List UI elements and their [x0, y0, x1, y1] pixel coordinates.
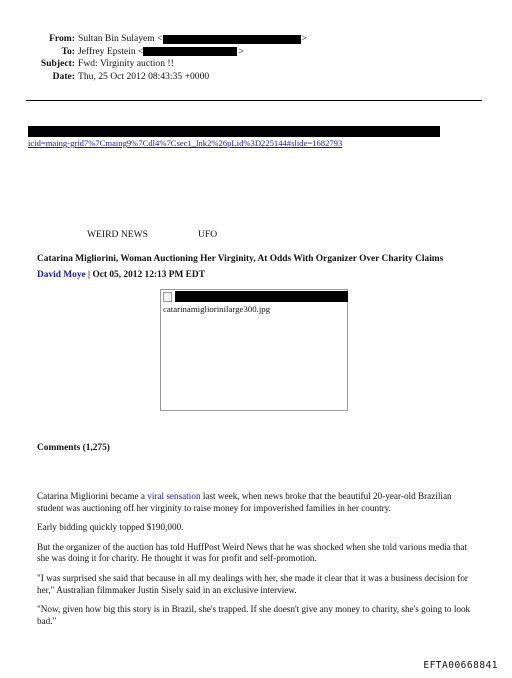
paragraph-1 [37, 491, 477, 514]
article-headline: Catarina Migliorini, Woman Auctioning Her Virginity, At Odds With Organizer Over Charity Claims [37, 254, 444, 264]
bates-number: EFTA00668841 [423, 660, 498, 671]
article-image-placeholder [160, 289, 348, 411]
p1-text-before: Catarina Migliorini became a [37, 491, 148, 501]
paragraph-2: Early bidding quickly topped $190,000. [37, 522, 184, 533]
image-alt-text: catarinamigliorinilarge300.jpg [163, 304, 271, 314]
paragraph-4: "I was surprised she said that because in all my dealings with her, she made it clear that it was a business decision for her," Australian filmmaker Justin Sisely said in an exclusive interview. [37, 572, 468, 595]
close-bracket: > [238, 45, 244, 57]
nav-weird-news[interactable]: WEIRD NEWS [87, 229, 149, 240]
from-label: From: [49, 33, 75, 44]
email-header [20, 33, 308, 83]
paragraph-5: "Now, given how big this story is in Brazil, she's trapped. If she doesn't give any money to charity, she's going to look bad." [37, 604, 471, 626]
redaction-box [163, 35, 301, 44]
nav-ufo[interactable]: UFO [198, 229, 218, 240]
viral-sensation-link[interactable]: viral sensation [147, 491, 201, 501]
subject-row [20, 58, 308, 71]
article-body [37, 491, 477, 635]
paragraph-3: But the organizer of the auction has told HuffPost Weird News that he was shocked when she told various media that she was doing it for charity. He thought it was for profit and self-promotion. [37, 541, 467, 564]
date-label: Date: [52, 70, 75, 82]
close-bracket: > [301, 33, 307, 44]
to-value: Jeffrey Epstein < [78, 45, 144, 57]
byline-date: | Oct 05, 2012 12:13 PM EDT [85, 270, 205, 280]
source-url-link[interactable]: icid=maing-grid7%7Cmaing9%7Cdl4%7Csec1_lnk2%26pLid%3D225144#slide=1682793 [28, 138, 343, 148]
article-byline [37, 270, 205, 280]
redaction-box [143, 47, 237, 56]
p1-text-after: last week, when news broke that the beautiful 20-year-old Brazilian student was auctioning off her virginity to raise money for impoverished families in her country. [37, 491, 452, 513]
subject-value: Fwd: Virginity auction !! [78, 58, 174, 70]
author-link[interactable]: David Moye [37, 270, 86, 280]
from-row [20, 33, 308, 46]
subject-label: Subject: [40, 58, 75, 70]
from-value: Sultan Bin Sulayem < [78, 33, 163, 44]
to-row [20, 46, 308, 59]
broken-image-icon [163, 292, 172, 302]
url-redaction-box [28, 126, 440, 137]
date-value: Thu, 25 Oct 2012 08:43:35 +0000 [78, 70, 210, 82]
to-label: To: [61, 45, 75, 57]
comments-count[interactable]: Comments (1,275) [37, 443, 110, 453]
date-row [20, 71, 308, 84]
image-redaction-box [175, 291, 348, 302]
header-divider [26, 100, 482, 101]
